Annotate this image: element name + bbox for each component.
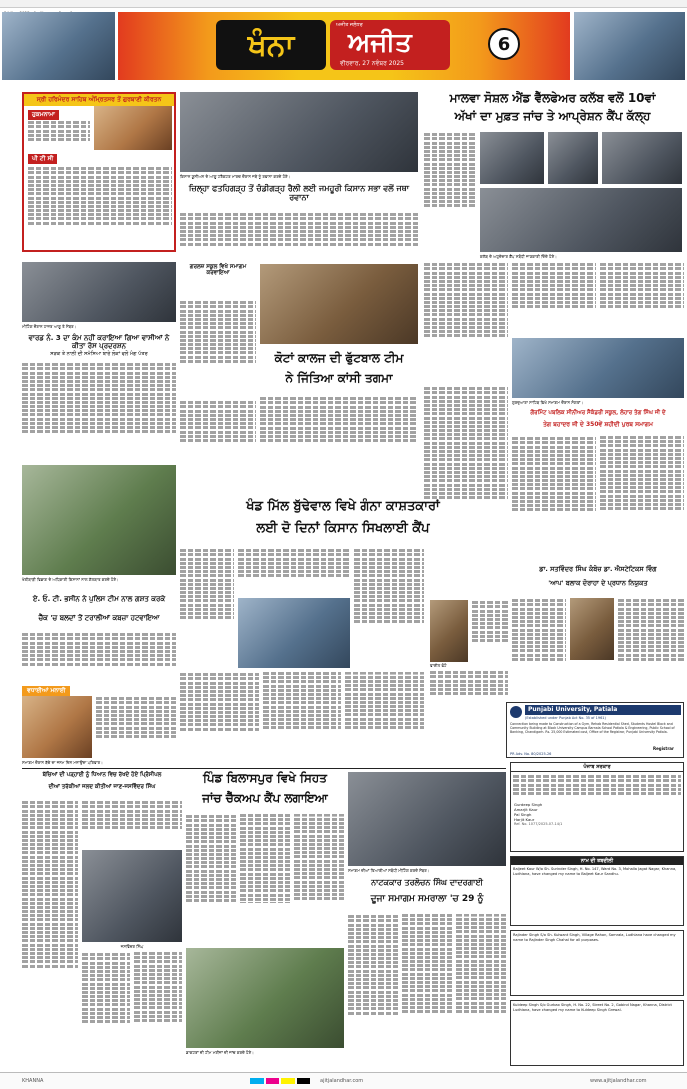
- nat-headline-1: ਨਾਟਕਕਾਰ ਤਰਲੋਚਨ ਸਿੰਘ ਦਾਦਰਗਾਈ: [371, 878, 483, 887]
- masthead-date: ਵੀਰਵਾਰ, 27 ਨਵੰਬਰ 2025: [340, 60, 404, 67]
- masthead-right-title-box: [330, 20, 450, 70]
- malwa-photo-1: [480, 132, 544, 184]
- appoint-body-3: [618, 598, 684, 698]
- pir-body-3: [82, 952, 182, 1070]
- appoint-body-4: [430, 670, 508, 706]
- pir-photo: [82, 850, 182, 942]
- ward-body: [22, 362, 176, 462]
- pu-ad: [506, 702, 684, 758]
- portrait-right: [570, 598, 614, 660]
- pu-title: Punjabi University, Patiala: [528, 706, 618, 713]
- health-headline-2: ਜਾਂਚ ਚੈੱਕਅਪ ਕੈਂਪ ਲਗਾਇਆ: [202, 791, 328, 805]
- appoint-headline-2: 'ਆਪ' ਬਲਾਕ ਦੋਰਾਹਾ ਦੇ ਪ੍ਰਧਾਨ ਨਿਯੁਕਤ: [548, 579, 648, 587]
- mill-body-1: [180, 548, 234, 658]
- nat-body: [348, 914, 506, 1064]
- right-body-b: [512, 262, 596, 334]
- plus-headline: ਗਰਲਜ਼ ਸਕੂਲ ਵਿਖੇ ਸਮਾਗਮ ਕਰਵਾਇਆ: [189, 264, 247, 277]
- pu-register: Registrar: [653, 746, 674, 751]
- legal-row-3: Harjit Kaur: [514, 817, 535, 822]
- legal-ad: [510, 762, 684, 852]
- malwa-photo-2: [548, 132, 598, 184]
- birthday-text: [96, 696, 176, 758]
- masthead-left-title: ਖੰਨਾ: [247, 27, 295, 63]
- birthday-tag: ਵਧਾਈਆਂ ਮਨਾਈ: [22, 686, 70, 696]
- guru-headline-1: ਗੌਰਮਿੰਟ ਪਬਲਿਕ ਸੀਨੀਅਰ ਸੈਕੰਡਰੀ ਸਕੂਲ, ਲੋਹਾਰ ਤੇਗ ਸਿੰਘ ਜੀ ਦੇ: [530, 410, 666, 416]
- legal-intro: [511, 772, 683, 802]
- pu-logo-icon: [510, 706, 522, 718]
- footer-right: www.ajitjalandhar.com: [590, 1078, 647, 1084]
- appoint-body-1: [472, 600, 508, 664]
- portrait-left: [430, 600, 468, 662]
- masthead-left-title-box: [216, 20, 326, 70]
- plus-body-2: [180, 400, 256, 468]
- legal-row-1: Amarjit Kaur: [514, 807, 538, 812]
- malwa-headline-1: ਮਾਲਵਾ ਸੋਸ਼ਲ ਐਂਡ ਵੈੱਲਫੇਅਰ ਕਲੱਬ ਵਲੋਂ 10ਵਾਂ: [449, 91, 656, 105]
- nat-headline-2: ਦੂਜਾ ਸਮਾਗਮ ਸਮਰਾਲਾ 'ਚ 29 ਨੂੰ: [370, 894, 484, 904]
- ao-caption: ਖੇਤੀਬਾੜੀ ਵਿਭਾਗ ਦੇ ਅਧਿਕਾਰੀ ਕਿਸਾਨਾਂ ਨਾਲ ਗੱਲਬਾਤ ਕਰਦੇ ਹੋਏ।: [22, 577, 119, 582]
- masthead-left-photo: [2, 12, 115, 80]
- ao-photo: [22, 465, 176, 575]
- change-ad-1: [510, 856, 684, 926]
- plus-body: [180, 300, 256, 396]
- malwa-headline-2: ਅੱਖਾਂ ਦਾ ਮੁਫ਼ਤ ਜਾਂਚ ਤੇ ਆਪ੍ਰੇਸ਼ਨ ਕੈਂਪ ਕੱਲ੍ਹ: [454, 109, 651, 123]
- left-top-body: [28, 166, 172, 248]
- change-text-1: Baljeet Kaur W/o Sh. Surinder Singh, H. No. 147, Ward No. 3, Mohalla Jagat Nagar, Khanna, Ludhiana, have changed my name to Baljeet Kaur Sandhu.: [513, 867, 677, 876]
- football-headline-2: ਨੇ ਜਿੱਤਿਆ ਕਾਂਸੀ ਤਗਮਾ: [285, 371, 393, 385]
- health-caption: ਡਾਕਟਰਾਂ ਦੀ ਟੀਮ ਮਰੀਜ਼ਾਂ ਦੀ ਜਾਂਚ ਕਰਦੇ ਹੋਏ।: [186, 1050, 254, 1055]
- legal-row-0: Gurdeep Singh: [514, 802, 543, 807]
- masthead-band: [118, 12, 570, 80]
- legal-row-2: Pal Singh: [514, 812, 532, 817]
- footer-strip: [0, 1072, 687, 1089]
- meeting-left-caption: ਮੀਟਿੰਗ ਦੌਰਾਨ ਹਾਜ਼ਰ ਆਗੂ ਤੇ ਮੈਂਬਰ।: [22, 324, 77, 329]
- appoint-headline-1: ਡਾ. ਸਤਵਿੰਦਰ ਸਿੰਘ ਕੰਬੋਜ਼ ਡਾ. ਐਸਟੇਟਿਕਸ ਵਿੰਗ: [539, 565, 657, 573]
- birthday-photo: [22, 696, 92, 758]
- ao-headline-1: ਏ. ਓ. ਟੀ. ਭਸੀਨ ਨੇ ਪੁਲਿਸ ਟੀਮ ਨਾਲ ਗਸ਼ਤ ਕਰਕੇ: [32, 595, 166, 603]
- color-registration-marks: [250, 1078, 310, 1084]
- mill-headline-1: ਖੰਡ ਮਿੱਲ ਬੁੱਢੇਵਾਲ ਵਿਖੇ ਗੰਨਾ ਕਾਸ਼ਤਕਾਰਾਂ: [246, 499, 440, 514]
- masthead: [0, 10, 687, 88]
- guru-headline-2: ਤੇਗ ਬਹਾਦਰ ਜੀ ਦੇ 350ਵੇਂ ਸ਼ਹੀਦੀ ਪੁਰਬ ਸਮਾਗਮ: [543, 421, 653, 428]
- left-top-box-label: ਪੀ ਟੀ ਸੀ: [28, 154, 57, 164]
- pu-text: Connection being made to Construction of a Gym, Rehab Residential Shed, Students Hostel Block and Community Building at Block University Campus Barnala School Patiala & Engineering, Public School of Banking, Chandigarh. Rs. 25,000 Estimated cost, Office of the Registrar, Punjabi University Patiala.: [510, 722, 675, 734]
- left-top-box: [22, 92, 176, 252]
- change-title: ਨਾਮ ਦੀ ਤਬਦੀਲੀ: [511, 857, 683, 865]
- health-body: [186, 814, 344, 944]
- mill-body-4: [180, 672, 424, 760]
- pu-ref: PR Adv. No. 80/2025-26: [510, 752, 552, 756]
- pir-headline-1: ਬੱਚਿਆਂ ਦੀ ਪੜ੍ਹਾਈ ਨੂੰ ਧਿਆਨ ਵਿਚ ਰੱਖਦੇ ਹੋਏ ਪ੍ਰਿੰਸੀਪਲ: [42, 772, 162, 778]
- change-text-2: Rajinder Singh S/o Sh. Kulwant Singh, Village Rahon, Samrala, Ludhiana have changed my name to Rajinder Singh Chahal for all purposes.: [513, 933, 676, 942]
- page-number-circle: [488, 28, 520, 60]
- pir-headline-2: ਦੀਆਂ ਤਰੱਕੀਆਂ ਜਲਦ ਕੀਤੀਆਂ ਜਾਣ-ਜਸਵਿੰਦਰ ਸਿੰਘ: [48, 784, 156, 790]
- ao-body: [22, 632, 176, 684]
- footer-left: KHANNA: [22, 1078, 44, 1084]
- top-strip: [0, 0, 687, 8]
- malwa-caption: ਕਲੱਬ ਦੇ ਅਹੁਦੇਦਾਰ ਕੈਂਪ ਸਬੰਧੀ ਜਾਣਕਾਰੀ ਦਿੰਦੇ ਹੋਏ।: [480, 254, 557, 259]
- legal-title: ਪੰਜਾਬ ਸਰਕਾਰ: [511, 763, 683, 772]
- ao-headline-2: ਚੈੱਕ 'ਚ ਬਲਦਾਂ ਤੋਂ ਟਰਾਲੀਆਂ ਕਬਜ਼ਾ ਹਟਵਾਇਆ: [38, 614, 160, 622]
- tractor-caption: ਕਿਸਾਨ ਯੂਨੀਅਨ ਦੇ ਆਗੂ ਟਰੈਕਟਰ ਮਾਰਚ ਦੌਰਾਨ ਜਥੇ ਨੂੰ ਰਵਾਨਾ ਕਰਦੇ ਹੋਏ।: [180, 174, 291, 179]
- right-body-c: [600, 262, 684, 334]
- left-top-header: ਸ੍ਰੀ ਹਰਿਮੰਦਰ ਸਾਹਿਬ ਅੰਮ੍ਰਿਤਸਰ ਤੋਂ ਗੁਰਬਾਣੀ ਕੀਰਤਨ: [24, 94, 174, 106]
- ward-sub: ਸੜਕ ਤੇ ਨਾਲੀ ਦੀ ਸਮੱਸਿਆ ਬਾਰੇ ਲੋਕਾਂ ਵਲੋਂ ਮੰਗ ਪੱਤਰ: [50, 351, 148, 357]
- left-top-tag: ਹੁਕਮਨਾਮਾ: [28, 110, 59, 120]
- pir-body-1: [22, 800, 78, 1070]
- football-headline-1: ਕੋਟਾਂ ਕਾਲਜ ਦੀ ਫੁੱਟਬਾਲ ਟੀਮ: [274, 351, 404, 365]
- health-photo: [186, 948, 344, 1048]
- pu-title-bar: [525, 705, 681, 715]
- right-body-d: [424, 386, 508, 566]
- mosaic-photo: [512, 338, 684, 398]
- page-number: 6: [497, 33, 511, 55]
- tractor-photo: [180, 92, 418, 172]
- hukamnama-text: [28, 120, 90, 150]
- masthead-paper-small: ਅਜੀਤ ਜਲੰਧਰ: [336, 22, 363, 28]
- pu-subtitle: (Established under Punjab Act No. 35 of 1961): [525, 716, 606, 720]
- guru-body: [512, 436, 684, 556]
- nat-photo: [348, 772, 506, 866]
- portrait-label: ਫਾਈਲ ਫੋਟੋ: [430, 663, 447, 668]
- meeting-left-photo: [22, 262, 176, 322]
- tractor-headline: ਜ਼ਿਲ੍ਹਾ ਫਤਹਿਗੜ੍ਹ ਤੋਂ ਚੰਡੀਗੜ੍ਹ ਰੈਲੀ ਲਈ ਜਮਹੂਰੀ ਕਿਸਾਨ ਸਭਾ ਵਲੋਂ ਜਥਾ ਰਵਾਨਾ: [188, 184, 410, 203]
- footer-center: ajitjalandhar.com: [320, 1078, 364, 1084]
- right-body-a: [424, 262, 508, 382]
- ward-headline: ਵਾਰਡ ਨੰ. 3 ਦਾ ਕੰਮ ਨਹੀਂ ਕਰਾਇਆ ਗਿਆ ਵਾਸੀਆਂ ਨੇ ਕੀਤਾ ਰੋਸ ਪ੍ਰਦਰਸ਼ਨ: [28, 334, 170, 351]
- tractor-body: [180, 212, 418, 260]
- mill-body-2: [238, 548, 350, 594]
- change-ad-2: [510, 930, 684, 996]
- masthead-right-photo: [574, 12, 685, 80]
- health-headline-1: ਪਿੰਡ ਬਿਲਾਸਪੁਰ ਵਿਖੇ ਸਿਹਤ: [203, 771, 327, 785]
- mosaic-caption: ਗੁਰਦੁਆਰਾ ਸਾਹਿਬ ਵਿਖੇ ਸਮਾਗਮ ਦੌਰਾਨ ਸੰਗਤਾਂ।: [512, 400, 584, 405]
- football-photo: [260, 264, 418, 344]
- mill-headline-2: ਲਈ ਦੋ ਦਿਨਾਂ ਕਿਸਾਨ ਸਿਖਲਾਈ ਕੈਂਪ: [256, 521, 430, 536]
- birthday-caption: ਸਮਾਗਮ ਦੌਰਾਨ ਬੱਚੇ ਦਾ ਜਨਮ ਦਿਨ ਮਨਾਉਂਦਾ ਪਰਿਵਾਰ।: [22, 760, 103, 765]
- bottom-rule: [22, 768, 506, 769]
- masthead-right-title: ਅਜੀਤ: [348, 28, 412, 58]
- malwa-body-1: [424, 132, 476, 252]
- pir-caption: ਜਸਵਿੰਦਰ ਸਿੰਘ: [120, 944, 144, 949]
- malwa-group-photo: [480, 188, 682, 252]
- mill-photo: [238, 598, 350, 668]
- nat-caption: ਸਮਾਗਮ ਦੀਆਂ ਤਿਆਰੀਆਂ ਸਬੰਧੀ ਮੀਟਿੰਗ ਕਰਦੇ ਮੈਂਬਰ।: [348, 868, 430, 873]
- change-text-3: Kuldeep Singh S/o Gurbax Singh, H. No. 22, Street No. 2, Gobind Nagar, Khanna, District Ludhiana, have changed my name to Kuldeep Singh Grewal.: [513, 1003, 672, 1012]
- pir-body-2: [82, 800, 182, 846]
- football-body: [260, 396, 418, 468]
- malwa-photo-3: [602, 132, 682, 184]
- mill-body-3: [354, 548, 424, 668]
- appoint-body-2: [512, 598, 566, 698]
- legal-ref: Ref. No. 1077/2025-07-14/1: [514, 822, 563, 826]
- harmandir-photo: [94, 106, 172, 150]
- change-ad-3: [510, 1000, 684, 1066]
